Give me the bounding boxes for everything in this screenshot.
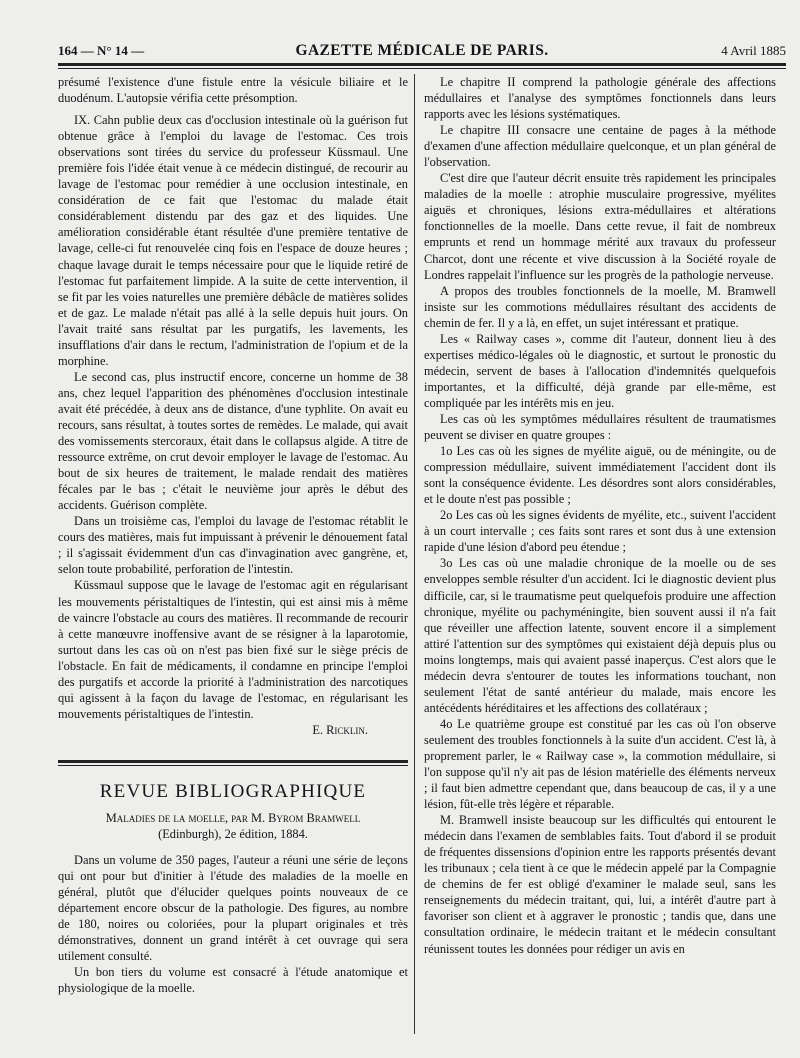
paragraph: A propos des troubles fonctionnels de la moelle, M. Bramwell insiste sur les commotions médullaires résultant des accidents de chemin de fer. Il y a là, en effet, un sujet intéressant et pratique. [424, 283, 776, 330]
issue-date: 4 Avril 1885 [721, 43, 786, 58]
book-reference [58, 810, 408, 842]
paragraph: Küssmaul suppose que le lavage de l'estomac agit en régularisant les mouvements péristaltiques de l'intestin, qui est ainsi mis à même de vaincre l'obstacle au cours des matières. Il recommande de recourir à cette manœuvre inoffensive avant de se résigner à la laparotomie, surtout dans les cas où on n'est pas bien fixé sur le siège précis de l'obstacle. En fait de médicaments, il condamne en principe l'emploi des purgatifs et accorde la priorité à l'administration des narcotiques qui agissent à la façon du lavage de l'estomac, en régularisant les mouvements péristaltiques de l'intestin. [58, 578, 408, 721]
list-item: 2o Les cas où les signes évidents de myélite, etc., suivent l'accident à un court intervalle ; ces faits sont rares et sont dus à une extension rapide d'une lésion d'abord peu étendue ; [424, 508, 776, 555]
journal-title: GAZETTE MÉDICALE DE PARIS. [295, 42, 549, 59]
paragraph: M. Bramwell insiste beaucoup sur les difficultés qui entourent le médecin dans l'examen de semblables faits. Tout d'abord il se produit de fréquentes dissensions d'opinion entre les rapports présentés devant les tribunaux ; cela tient à ce que le médecin appelé par la Compagnie de chemins de fer est obligé d'examiner le malade seul, sans les renseignements du médecin traitant, qui, lui, a intérêt d'autre part à favoriser son client et à aggraver le pronostic ; tandis que, dans une consultation ordinaire, le médecin traitant et le médecin consultant réunissent toutes les données pour rédiger un avis en [424, 813, 776, 956]
page-number: 164 — N° 14 — [58, 43, 145, 58]
paragraph: Le chapitre II comprend la pathologie générale des affections médullaires et l'analyse des symptômes fonctionnels dans leurs rapports avec les lésions systématiques. [424, 75, 776, 122]
paragraph: Dans un volume de 350 pages, l'auteur a réuni une série de leçons qui ont pour but d'initier à l'étude des maladies de la moelle en général, plutôt que d'élucider quelques points nouveaux de ce département encore obscur de la pathologie. Des figures, au nombre de 180, noires ou coloriées, pour la plupart originales et très démonstratives, donnent un grand intérêt à cet ouvrage qui sera utilement consulté. [58, 852, 408, 964]
paragraph: Le chapitre III consacre une centaine de pages à la méthode d'examen d'une affection médullaire quelconque, et un plan général de l'observation. [424, 123, 776, 170]
paragraph: Le second cas, plus instructif encore, concerne un homme de 38 ans, chez lequel l'apparition des phénomènes d'occlusion intestinale avait été précédée, à deux ans de distance, d'une typhlite. On avait eu recours, sans résultat, à toutes sortes de remèdes. Le malade, qui avait des vomissements stercoraux, était dans le collapsus algide. A titre de ressource extrême, on crut devoir employer le lavage de l'estomac. Au bout de six heures de traitement, le malade rendait des matières fécales par le bas ; c'était le neuvième jour après le début des accidents. Guérison complète. [58, 369, 408, 513]
paragraph: présumé l'existence d'une fistule entre la vésicule biliaire et le duodénum. L'autopsie vérifia cette présomption. [58, 75, 408, 106]
header-rule-thick [58, 63, 786, 66]
section-separator [58, 742, 408, 782]
list-item: 3o Les cas où une maladie chronique de la moelle ou de ses enveloppes semble résulter d'un accident. Ici le diagnostic devient plus difficile, car, si le traumatisme peut quelquefois produire une affection chronique, myélite ou pachyméningite, bien souvent aussi il n'a fait que réveiller une affection latente, souvent encore il a simplement attiré l'attention sur des symptômes qui existaient déjà depuis plus ou moins longtemps, mais qui avaient passé inaperçus. C'est alors que le médecin devra s'entourer de toutes les informations touchant, non seulement l'état de santé antérieur du malade, mais encore les antécédents héréditaires et les affections des collatéraux ; [424, 556, 776, 715]
author-signature: E. Ricklin. [312, 722, 368, 737]
header-rule-thin [58, 68, 786, 69]
left-column [58, 74, 408, 996]
separator-rule-thick [58, 760, 408, 763]
paragraph: Un bon tiers du volume est consacré à l'étude anatomique et physiologique de la moelle. [58, 965, 408, 996]
page-header [58, 40, 786, 62]
paragraph: C'est dire que l'auteur décrit ensuite très rapidement les principales maladies de la moelle : atrophie musculaire progressive, myélites aiguës et chroniques, lésions extra-médullaires et altérations fonctionnelles de la moelle. Dans cette revue, il fait de nombreux emprunts et rend un hommage mérité aux travaux du professeur Charcot, dont une récente et vive discussion à la Société royale de Londres rappelait l'influence sur les progrès de la pathologie nerveuse. [424, 171, 776, 282]
list-item: 1o Les cas où les signes de myélite aiguë, ou de méningite, ou de compression médullaire, suivent immédiatement l'accident dont ils sont la conséquence évidente. Les désordres sont alors considérables, et le doute n'est pas possible ; [424, 444, 776, 507]
paragraph: Les « Railway cases », comme dit l'auteur, donnent lieu à des expertises médico-légales où le diagnostic, et surtout le pronostic du médecin, servent de bases à l'allocation d'indemnités quelquefois importantes, et la difficulté, déjà grande par elle-même, est compliquée par les intérêts mis en jeu. [424, 331, 776, 410]
separator-rule-thin [58, 765, 408, 766]
book-edition-line: (Edinburgh), 2e édition, 1884. [158, 826, 308, 841]
right-column [424, 74, 776, 957]
column-divider [414, 74, 415, 1034]
paragraph: Dans un troisième cas, l'emploi du lavage de l'estomac rétablit le cours des matières, mais fut impuissant à prévenir le dénouement fatal ; il s'agissait évidemment d'un cas d'invagination avec gangrène, et, selon toute probabilité, perforation de l'intestin. [58, 514, 408, 577]
section-title: REVUE BIBLIOGRAPHIQUE [99, 780, 367, 802]
paragraph: Les cas où les symptômes médullaires résultent de traumatismes peuvent se diviser en quatre groupes : [424, 411, 776, 443]
list-item: 4o Le quatrième groupe est constitué par les cas où l'on observe seulement des troubles fonctionnels à la suite d'un accident. C'est là, à proprement parler, le « Railway case », la commotion médullaire, si l'on suppose qu'il n'y ait pas de lésion matérielle des éléments nerveux ; il faut bien admettre cependant que, dans beaucoup de cas, il y a une lésion, fût-elle très légère et réparable. [424, 716, 776, 812]
paragraph: IX. Cahn publie deux cas d'occlusion intestinale où la guérison fut obtenue grâce à l'emploi du lavage de l'estomac. Ces trois observations sont tirées du service du professeur Küssmaul. Une première fois l'idée était venue à ce médecin distingué, de recourir au lavage de l'estomac pour remédier à une occlusion intestinale, en considération de ce fait que l'estomac du malade était considérablement distendu par des gaz et des liquides. Une amélioration considérable étant résultée d'une première tentative de lavage, celle-ci fut renouvelée cinq fois en l'espace de douze heures ; chaque lavage durait le temps nécessaire pour que le liquide retiré de l'estomac fut parfaitement limpide. A la suite de cette intervention, il se fit par les voies naturelles une première débâcle de matières solides et de gaz. Le malade n'était pas allé à la selle depuis huit jours. On l'avait traité sans résultat par les purgatifs, les lavements, les insufflations d'air dans le rectum, l'administration de l'opium et de la morphine. [58, 113, 408, 368]
book-title-line: Maladies de la moelle, par M. Byrom Bramwell [105, 810, 361, 825]
